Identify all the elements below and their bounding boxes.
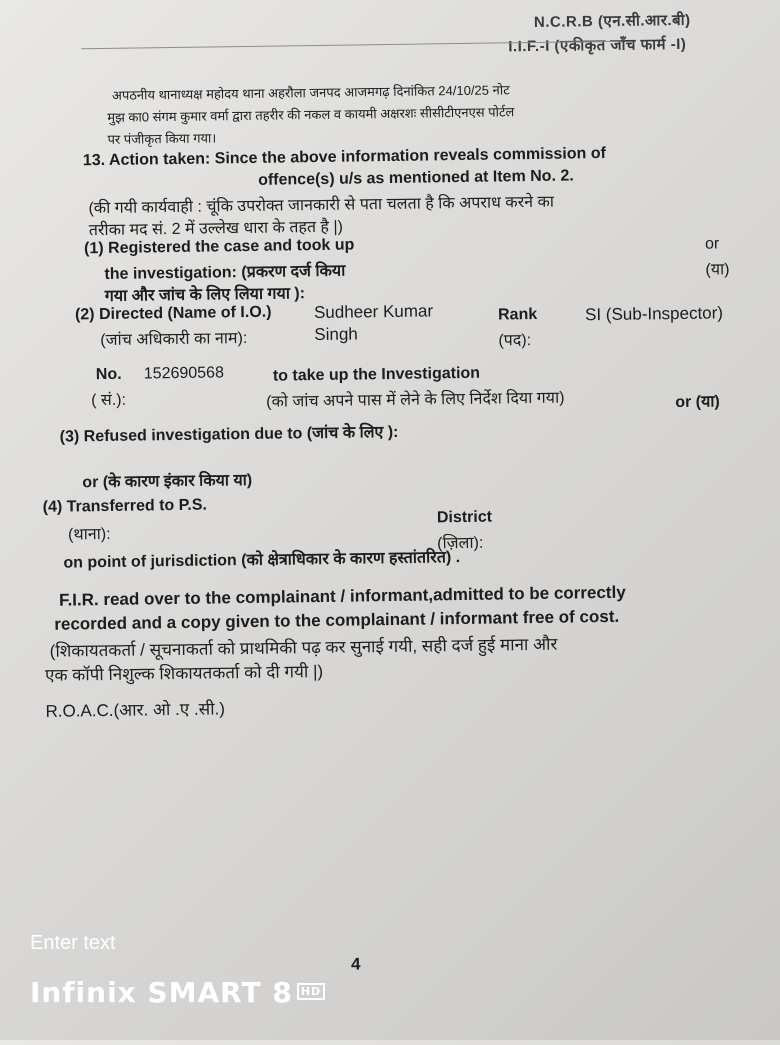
- intro-line-1: अपठनीय थानाध्यक्ष महोदय थाना अहरौला जनपद आजमगढ़ दिनांकित 24/10/25 नोट: [111, 82, 510, 103]
- item13-hindi-2: तरीका मद सं. 2 में उल्लेख धारा के तहत है |): [88, 218, 344, 240]
- camera-brand: Infinix SMART 8: [30, 976, 293, 1009]
- option4-thana: (थाना):: [67, 525, 111, 544]
- ncrb-header: N.C.R.B (एन.सी.आर.बी): [533, 11, 691, 31]
- item13-hindi-1: (की गयी कार्यवाही : चूंकि उपरोक्त जानकारी से पता चलता है कि अपराध करने का: [88, 193, 555, 218]
- page-number: 4: [350, 954, 361, 974]
- number-label-hindi: ( सं.):: [91, 391, 127, 410]
- enter-text-hint[interactable]: Enter text: [30, 932, 116, 954]
- option3-line-1: (3) Refused investigation due to (जांच के लिए ):: [59, 423, 399, 446]
- take-up-hindi: (को जांच अपने पास में लेने के लिए निर्देश दिया गया): [266, 389, 565, 411]
- option1-ya: (या): [705, 261, 730, 279]
- option2-or-ya: or (या): [675, 393, 720, 412]
- take-up-investigation: to take up the Investigation: [272, 364, 481, 385]
- rank-label: Rank: [497, 305, 538, 324]
- option4-line-1: (4) Transferred to P.S.: [42, 496, 207, 516]
- district-label: District: [436, 508, 493, 527]
- option2-label-hindi: (जांच अधिकारी का नाम):: [100, 329, 248, 350]
- roac: R.O.A.C.(आर. ओ .ए .सी.): [45, 699, 226, 721]
- fir-line-2: recorded and a copy given to the complainant / informant free of cost.: [54, 606, 620, 634]
- fir-line-4: एक कॉपी निशुल्क शिकायतकर्ता को दी गयी |): [44, 661, 324, 685]
- option1-or: or: [704, 235, 720, 253]
- fir-line-3: (शिकायतकर्ता / सूचनाकर्ता को प्राथमिकी पढ़ कर सुनाई गयी, सही दर्ज हुई माना और: [49, 634, 558, 661]
- number-label: No.: [95, 365, 122, 384]
- rank-label-hindi: (पद):: [498, 332, 532, 350]
- intro-line-3: पर पंजीकृत किया गया।: [107, 130, 217, 147]
- io-name-line-2: Singh: [314, 324, 358, 345]
- option1-line-3: गया और जांच के लिए लिया गया ):: [104, 285, 306, 305]
- option1-line-1: (1) Registered the case and took up: [83, 236, 355, 258]
- district-label-hindi: (ज़िला):: [437, 534, 484, 553]
- option2-label: (2) Directed (Name of I.O.): [74, 303, 272, 324]
- io-name-line-1: Sudheer Kumar: [313, 301, 434, 323]
- item13-line-1: 13. Action taken: Since the above information reveals commission of: [82, 144, 607, 170]
- camera-watermark: [30, 976, 325, 1009]
- option1-line-2: the investigation: (प्रकरण दर्ज किया: [104, 262, 346, 283]
- fir-line-1: F.I.R. read over to the complainant / informant,admitted to be correctly: [58, 582, 626, 610]
- intro-line-2: मुझ का0 संगम कुमार वर्मा द्वारा तहरीर की नकल व कायमी अक्षरशः सीसीटीएनएस पोर्टल: [107, 104, 515, 125]
- rank-value: SI (Sub-Inspector): [584, 303, 724, 325]
- camera-hd-badge: HD: [297, 983, 325, 1000]
- option3-line-2: or (के कारण इंकार किया या): [82, 471, 253, 492]
- item13-line-2: offence(s) u/s as mentioned at Item No. 2.: [258, 167, 574, 189]
- iif-header: I.I.F.-I (एकीकृत जाँच फार्म -I): [508, 35, 687, 56]
- io-number: 152690568: [143, 364, 225, 383]
- option4-jurisdiction: on point of jurisdiction (को क्षेत्राधिकार के कारण हस्तांतरित) .: [63, 549, 461, 572]
